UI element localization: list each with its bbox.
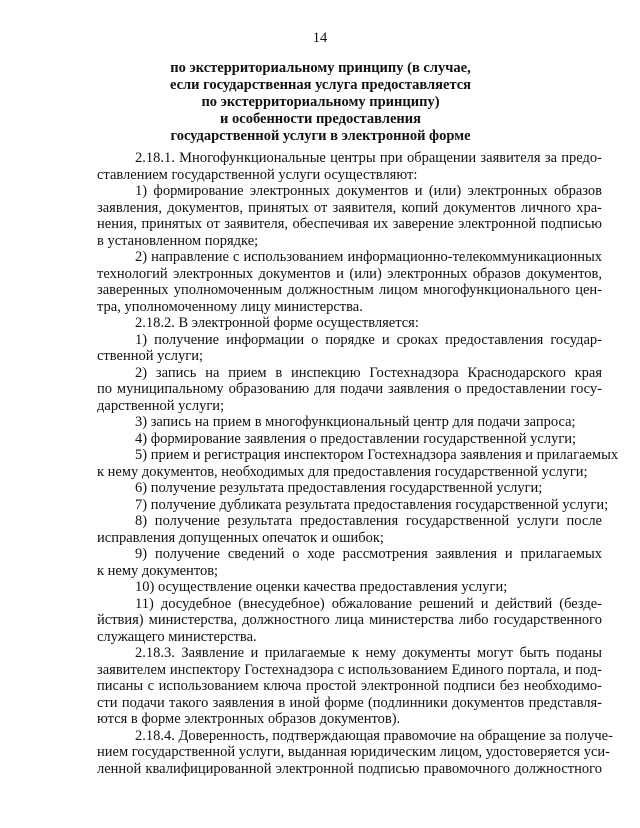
body-text-line: 1) формирование электронных документов и (или) электронных образов xyxy=(135,183,602,199)
body-text-line: 4) формирование заявления о предоставлении государственной услуги; xyxy=(135,430,577,447)
body-text-line: 2) направление с использованием информационно-телекоммуникационных xyxy=(135,249,602,265)
body-text-line: служащего министерства. xyxy=(97,628,257,645)
body-text-line: нения, принятых от заявителя, обеспечивая их заверение электронной подписью xyxy=(97,216,602,232)
body-text-line: исправления допущенных опечаток и ошибок; xyxy=(97,529,384,546)
section-heading xyxy=(98,60,543,145)
body-text-line: 3) запись на прием в многофункциональный центр для подачи запроса; xyxy=(135,414,576,430)
body-text-line: дарственной услуги; xyxy=(97,397,225,414)
body-text-line: ленной квалифицированной электронной подписью правомочного должностного xyxy=(97,760,602,777)
body-text-line: заявления, документов, принятых от заявителя, копий документов личного хра- xyxy=(97,199,602,216)
body-text-line: писаны с использованием ключа простой электронной подписи без необходимо- xyxy=(97,678,602,694)
body-text-line: 2.18.2. В электронной форме осуществляется: xyxy=(135,315,419,331)
body-text-line: 9) получение сведений о ходе рассмотрения заявления и прилагаемых xyxy=(135,546,602,562)
document-body xyxy=(97,150,619,777)
body-text-line: ственной услуги; xyxy=(97,348,204,364)
body-text-line: нием государственной услуги, выданная юридическим лицом, удостоверяется уси- xyxy=(97,744,610,760)
body-text-line: к нему документов; xyxy=(97,562,219,579)
body-text-line: тра, уполномоченному лицу министерства. xyxy=(97,298,363,315)
body-text-line: 8) получение результата предоставления государственной услуги после xyxy=(135,513,602,529)
body-text-line: 2.18.4. Доверенность, подтверждающая правомочие на обращение за получе- xyxy=(135,727,613,744)
body-text-line: технологий электронных документов и (или) электронных образов документов, xyxy=(97,265,602,282)
body-text-line: в установленном порядке; xyxy=(97,232,259,249)
heading-line: если государственная услуга предоставляется xyxy=(169,77,472,93)
body-text-line: ются в форме электронных образов документов). xyxy=(97,711,401,727)
body-text-line: 5) прием и регистрация инспектором Гостехнадзора заявления и прилагаемых xyxy=(135,447,619,463)
body-text-line: йствия) министерства, должностного лица министерства либо государственного xyxy=(97,612,602,628)
body-text-line: 11) досудебное (внесудебное) обжалование решений и действий (безде- xyxy=(135,595,602,612)
body-text-line: 2.18.1. Многофункциональные центры при обращении заявителя за предо- xyxy=(135,150,602,166)
heading-line: по экстерриториальному принципу (в случае, xyxy=(170,60,471,76)
body-text-line: заявителем инспектору Гостехнадзора с использованием Единого портала, и под- xyxy=(97,661,602,678)
page-number: 14 xyxy=(312,30,328,46)
body-text-line: сти подачи такого заявления в иной форме (подлинники документов представля- xyxy=(97,694,602,711)
body-text-line: 2.18.3. Заявление и прилагаемые к нему документы могут быть поданы xyxy=(135,645,602,661)
body-text-line: к нему документов, необходимых для предоставления государственной услуги; xyxy=(97,463,588,480)
body-text-line: ставлением государственной услуги осуществляют: xyxy=(97,166,418,183)
body-text-line: 2) запись на прием в инспекцию Гостехнадзора Краснодарского края xyxy=(135,364,602,381)
body-text-line: по муниципальному образованию для подачи заявления о предоставлении госу- xyxy=(97,381,602,397)
heading-line: государственной услуги в электронной форме xyxy=(170,128,471,144)
heading-line: и особенности предоставления xyxy=(220,111,421,127)
body-text-line: 1) получение информации о порядке и сроках предоставления государ- xyxy=(135,331,602,348)
body-text-line: 7) получение дубликата результата предоставления государственной услуги; xyxy=(135,496,609,513)
body-text-line: заверенных уполномоченным должностным лицом многофункционального цен- xyxy=(97,282,602,298)
body-text-line: 10) осуществление оценки качества предоставления услуги; xyxy=(135,579,508,595)
heading-line: по экстерриториальному принципу) xyxy=(201,94,440,110)
body-text-line: 6) получение результата предоставления государственной услуги; xyxy=(135,480,543,496)
